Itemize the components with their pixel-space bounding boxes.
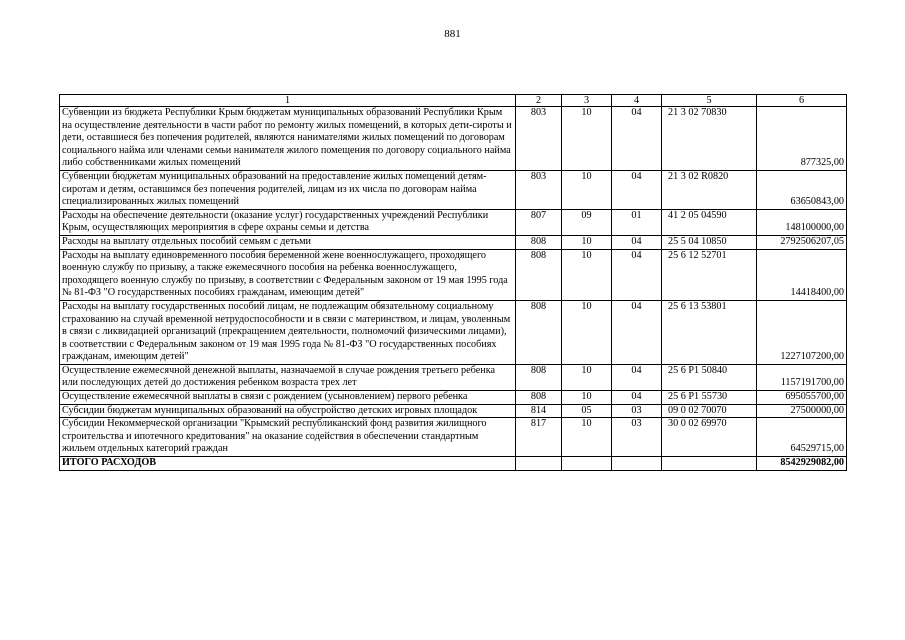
table-row xyxy=(60,235,847,249)
column-header: 3 xyxy=(562,95,612,107)
table-row xyxy=(60,418,847,457)
target-article-code: 30 0 02 69970 xyxy=(662,418,757,457)
section-code: 05 xyxy=(562,404,612,418)
expense-description: Расходы на обеспечение деятельности (оказание услуг) государственных учреждений Республики Крым, осуществляющих мероприятия в сфере охраны семьи и детства xyxy=(60,209,516,235)
ministry-code: 808 xyxy=(516,249,562,300)
section-code: 10 xyxy=(562,235,612,249)
total-label: ИТОГО РАСХОДОВ xyxy=(60,457,516,471)
table-row xyxy=(60,300,847,364)
section-code: 10 xyxy=(562,391,612,405)
expense-description: Расходы на выплату государственных пособий лицам, не подлежащим обязательному социальному страхованию на случай временной нетрудоспособности и в связи с материнством, и лицам, уволенным в связи с ликвидацией организаций (прекращением деятельности, полномочий физическими лицами), в соответствии с Федеральным законом от 19 мая 1995 года № 81-ФЗ "О государственных пособиях гражданам, имеющим детей" xyxy=(60,300,516,364)
target-article-code: 09 0 02 70070 xyxy=(662,404,757,418)
subsection-code: 04 xyxy=(612,249,662,300)
section-code: 10 xyxy=(562,364,612,390)
subsection-code: 04 xyxy=(612,391,662,405)
ministry-code: 808 xyxy=(516,364,562,390)
amount: 148100000,00 xyxy=(757,209,847,235)
amount: 27500000,00 xyxy=(757,404,847,418)
subsection-code: 04 xyxy=(612,170,662,209)
expense-description: Субвенции бюджетам муниципальных образований на предоставление жилых помещений детям-сиротам и детям, оставшимся без попечения родителей, лицам из их числа по договорам найма специализированных жилых помещений xyxy=(60,170,516,209)
expense-description: Субвенции из бюджета Республики Крым бюджетам муниципальных образований Республики Крым на осуществление деятельности в части работ по ремонту жилых помещений, в которых дети-сироты и дети, оставшиеся без попечения родителей, являются нанимателями жилых помещений по договорам социального найма или членами семьи нанимателя жилого помещения по договору социального найма либо собственниками жилых помещений xyxy=(60,107,516,171)
table-row xyxy=(60,170,847,209)
subsection-code: 03 xyxy=(612,404,662,418)
section-code: 10 xyxy=(562,418,612,457)
subsection-code: 01 xyxy=(612,209,662,235)
amount: 2792506207,05 xyxy=(757,235,847,249)
empty-cell xyxy=(516,457,562,471)
amount: 877325,00 xyxy=(757,107,847,171)
subsection-code: 04 xyxy=(612,300,662,364)
column-header: 4 xyxy=(612,95,662,107)
table-row xyxy=(60,209,847,235)
amount: 695055700,00 xyxy=(757,391,847,405)
amount: 63650843,00 xyxy=(757,170,847,209)
subsection-code: 03 xyxy=(612,418,662,457)
expense-description: Субсидии Некоммерческой организации "Крымский республиканский фонд развития жилищного строительства и ипотечного кредитования" на оказание содействия в обеспечении стандартным жильем отдельных категорий граждан xyxy=(60,418,516,457)
expense-description: Субсидии бюджетам муниципальных образований на обустройство детских игровых площадок xyxy=(60,404,516,418)
ministry-code: 807 xyxy=(516,209,562,235)
empty-cell xyxy=(612,457,662,471)
ministry-code: 817 xyxy=(516,418,562,457)
column-header: 6 xyxy=(757,95,847,107)
table-row xyxy=(60,391,847,405)
table-row xyxy=(60,404,847,418)
expense-description: Осуществление ежемесячной денежной выплаты, назначаемой в случае рождения третьего ребенка или последующих детей до достижения ребенком возраста трех лет xyxy=(60,364,516,390)
ministry-code: 808 xyxy=(516,300,562,364)
ministry-code: 808 xyxy=(516,391,562,405)
subsection-code: 04 xyxy=(612,107,662,171)
subsection-code: 04 xyxy=(612,235,662,249)
page-number: 881 xyxy=(444,28,461,40)
table-row xyxy=(60,107,847,171)
section-code: 10 xyxy=(562,107,612,171)
empty-cell xyxy=(662,457,757,471)
target-article-code: 21 3 02 70830 xyxy=(662,107,757,171)
target-article-code: 25 6 P1 50840 xyxy=(662,364,757,390)
amount: 64529715,00 xyxy=(757,418,847,457)
target-article-code: 25 6 13 53801 xyxy=(662,300,757,364)
target-article-code: 41 2 05 04590 xyxy=(662,209,757,235)
ministry-code: 803 xyxy=(516,107,562,171)
ministry-code: 814 xyxy=(516,404,562,418)
ministry-code: 808 xyxy=(516,235,562,249)
expenditure-table xyxy=(59,94,847,471)
subsection-code: 04 xyxy=(612,364,662,390)
column-header: 1 xyxy=(60,95,516,107)
expense-description: Осуществление ежемесячной выплаты в связи с рождением (усыновлением) первого ребенка xyxy=(60,391,516,405)
table-row xyxy=(60,249,847,300)
target-article-code: 25 6 P1 55730 xyxy=(662,391,757,405)
target-article-code: 25 6 12 52701 xyxy=(662,249,757,300)
section-code: 10 xyxy=(562,170,612,209)
section-code: 10 xyxy=(562,249,612,300)
amount: 1157191700,00 xyxy=(757,364,847,390)
empty-cell xyxy=(562,457,612,471)
amount: 1227107200,00 xyxy=(757,300,847,364)
column-header: 5 xyxy=(662,95,757,107)
target-article-code: 25 5 04 10850 xyxy=(662,235,757,249)
amount: 14418400,00 xyxy=(757,249,847,300)
expense-description: Расходы на выплату единовременного пособия беременной жене военнослужащего, проходящего военную службу по призыву, а также ежемесячного пособия на ребенка военнослужащего, проходящего военную службу по призыву, в соответствии с Федеральным законом от 19 мая 1995 года № 81-ФЗ "О государственных пособиях гражданам, имеющим детей" xyxy=(60,249,516,300)
header-row xyxy=(60,95,847,107)
total-row xyxy=(60,457,847,471)
expense-description: Расходы на выплату отдельных пособий семьям с детьми xyxy=(60,235,516,249)
target-article-code: 21 3 02 R0820 xyxy=(662,170,757,209)
table-row xyxy=(60,364,847,390)
section-code: 09 xyxy=(562,209,612,235)
ministry-code: 803 xyxy=(516,170,562,209)
column-header: 2 xyxy=(516,95,562,107)
total-amount: 8542929082,00 xyxy=(757,457,847,471)
section-code: 10 xyxy=(562,300,612,364)
